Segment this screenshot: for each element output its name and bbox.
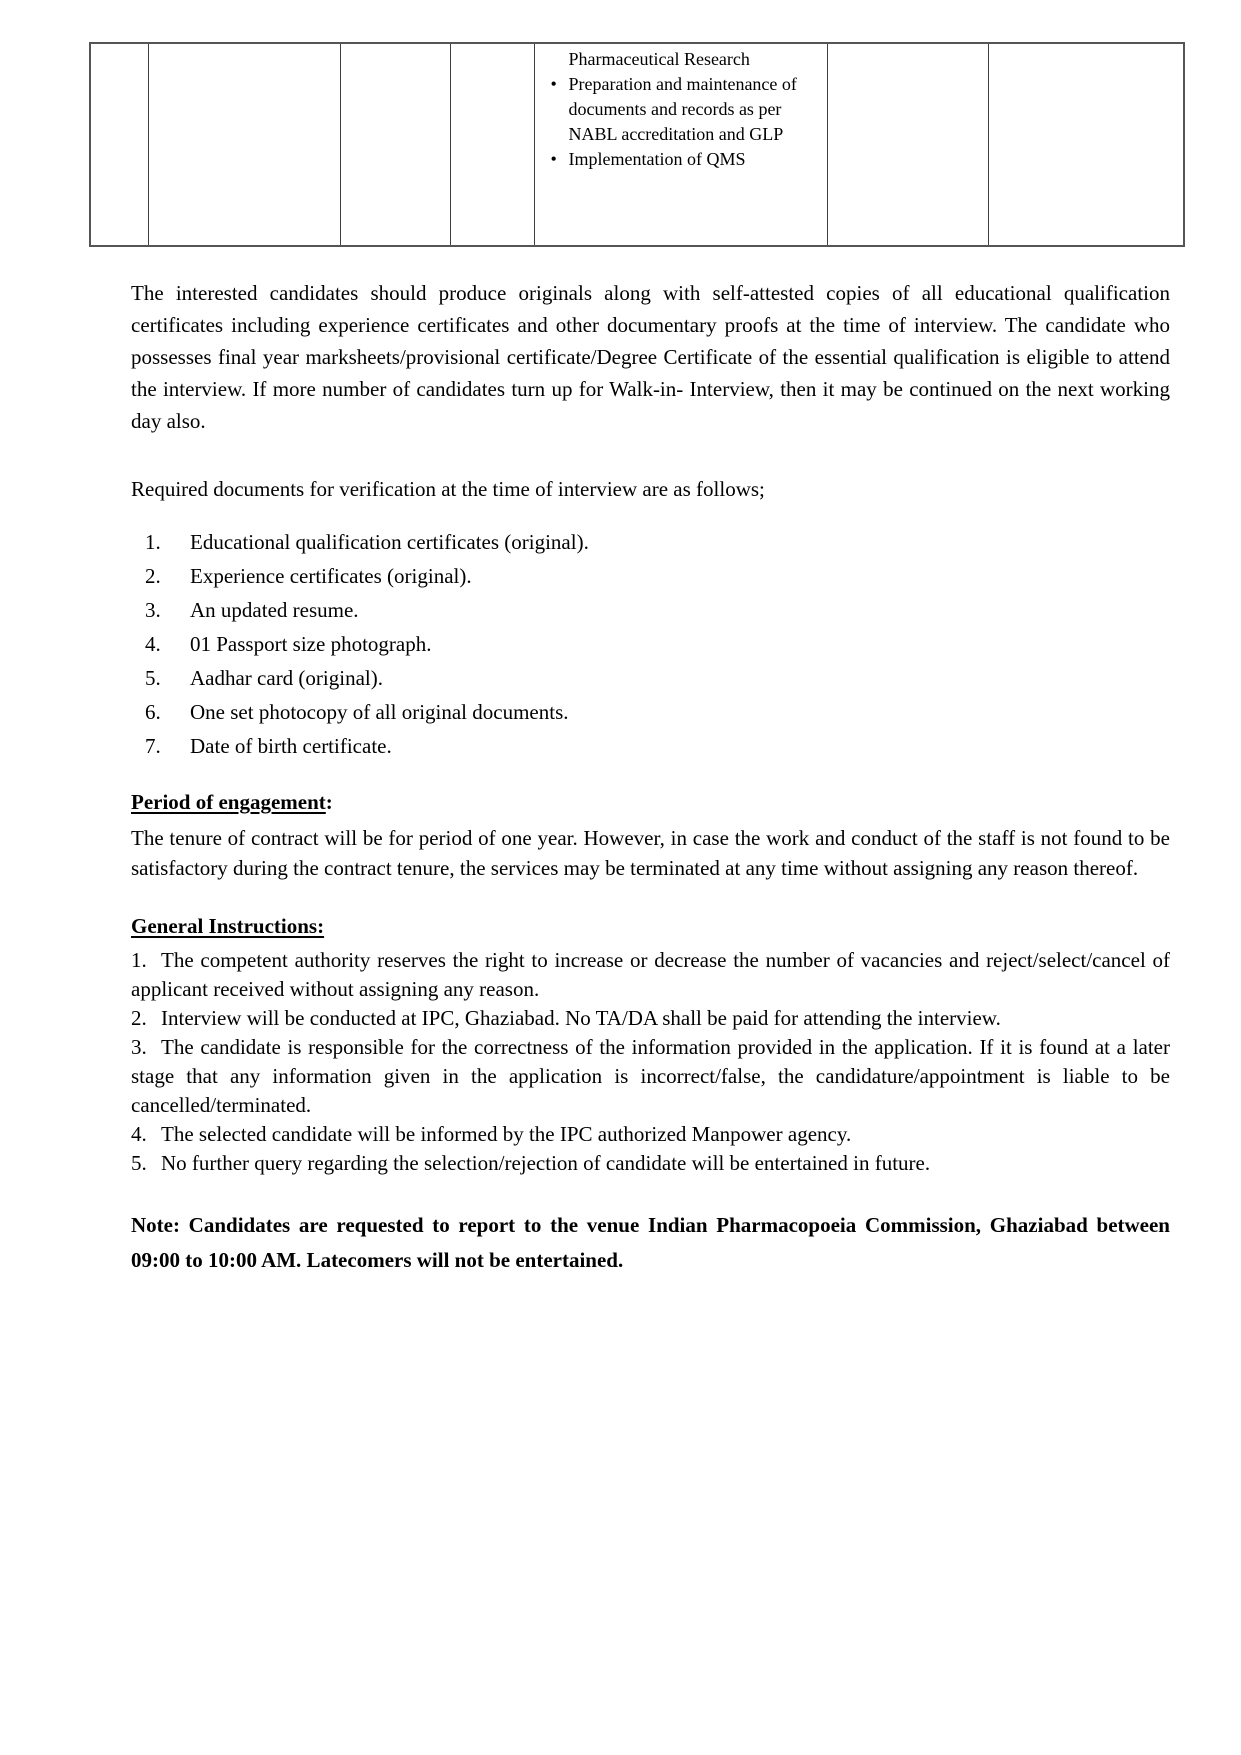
list-item bbox=[131, 661, 1170, 695]
period-heading-colon: : bbox=[325, 790, 333, 814]
intro-paragraph: The interested candidates should produce originals along with self-attested copies of all educational qualification certificates including experience certificates and other documentary proofs at the time of interview. The candidate who possesses final year marksheets/provisional certificate/Degree Certificate of the essential qualification is eligible to attend the interview. If more number of candidates turn up for Walk-in- Interview, then it may be continued on the next working day also. bbox=[131, 281, 1170, 433]
tenure-paragraph: The tenure of contract will be for period of one year. However, in case the work and conduct of the staff is not found to be satisfactory during the contract tenure, the services may be terminated at any time without assigning any reason thereof. bbox=[131, 826, 1170, 880]
list-item-number: 6. bbox=[145, 700, 161, 724]
instruction-item bbox=[131, 946, 1170, 1004]
instruction-text: The candidate is responsible for the correctness of the information provided in the application. If it is found at a later stage that any information given in the application is incorrect/false, the candidature/appointment is liable to be cancelled/terminated. bbox=[131, 1035, 1170, 1117]
list-item-text: Aadhar card (original). bbox=[190, 666, 383, 690]
table-cell-age bbox=[450, 43, 534, 246]
list-item-text: Date of birth certificate. bbox=[190, 734, 392, 758]
list-item-number: 1. bbox=[145, 530, 161, 554]
instruction-item bbox=[131, 1120, 1170, 1149]
instruction-number: 2. bbox=[131, 1006, 147, 1030]
instruction-number: 5. bbox=[131, 1151, 147, 1175]
list-item bbox=[131, 525, 1170, 559]
table-cell-post bbox=[148, 43, 340, 246]
table-row bbox=[90, 43, 1184, 246]
table-cell-vacancy bbox=[340, 43, 450, 246]
instruction-item bbox=[131, 1149, 1170, 1178]
general-instructions-list bbox=[131, 946, 1170, 1178]
duties-table bbox=[89, 42, 1185, 247]
general-instructions-heading bbox=[131, 911, 1170, 941]
table-cell-salary bbox=[827, 43, 988, 246]
document-body bbox=[131, 277, 1170, 1278]
period-heading-text: Period of engagement bbox=[131, 790, 326, 814]
list-item bbox=[131, 729, 1170, 763]
list-item bbox=[131, 627, 1170, 661]
instruction-text: No further query regarding the selection/rejection of candidate will be entertained in future. bbox=[161, 1151, 931, 1175]
list-item-text: One set photocopy of all original documents. bbox=[190, 700, 569, 724]
bullet-icon: • bbox=[550, 74, 557, 94]
list-item-number: 5. bbox=[145, 666, 161, 690]
instruction-text: The competent authority reserves the right to increase or decrease the number of vacancies and reject/select/cancel of applicant received without assigning any reason. bbox=[131, 948, 1170, 1001]
table-cell-serial bbox=[90, 43, 148, 246]
period-of-engagement-heading bbox=[131, 787, 1170, 817]
instruction-text: Interview will be conducted at IPC, Ghaziabad. No TA/DA shall be paid for attending the interview. bbox=[161, 1006, 1001, 1030]
list-item-text: Experience certificates (original). bbox=[190, 564, 472, 588]
list-item-number: 3. bbox=[145, 598, 161, 622]
required-docs-list bbox=[131, 525, 1170, 763]
bullet-item-text: Preparation and maintenance of documents and records as per NABL accreditation and GLP bbox=[568, 74, 797, 144]
list-item-number: 7. bbox=[145, 734, 161, 758]
general-instructions-heading-text: General Instructions: bbox=[131, 914, 325, 938]
bullet-item bbox=[551, 72, 821, 147]
list-item bbox=[131, 593, 1170, 627]
note-paragraph: Note: Candidates are requested to report to the venue Indian Pharmacopoeia Commission, Ghaziabad between 09:00 to 10:00 AM. Latecomers will not be entertained. bbox=[131, 1213, 1170, 1272]
list-item-text: 01 Passport size photograph. bbox=[190, 632, 432, 656]
list-item-number: 2. bbox=[145, 564, 161, 588]
list-item bbox=[131, 559, 1170, 593]
list-item bbox=[131, 695, 1170, 729]
table-cell-qualification bbox=[988, 43, 1184, 246]
required-docs-line: Required documents for verification at the time of interview are as follows; bbox=[131, 477, 765, 501]
instruction-text: The selected candidate will be informed by the IPC authorized Manpower agency. bbox=[161, 1122, 852, 1146]
instruction-item bbox=[131, 1004, 1170, 1033]
duties-continuation-line: Pharmaceutical Research bbox=[568, 49, 750, 69]
bullet-icon: • bbox=[550, 149, 557, 169]
instruction-number: 4. bbox=[131, 1122, 147, 1146]
list-item-text: An updated resume. bbox=[190, 598, 359, 622]
list-item-number: 4. bbox=[145, 632, 161, 656]
table-wrapper bbox=[89, 0, 1183, 247]
duties-cell-content bbox=[535, 44, 827, 172]
instruction-item bbox=[131, 1033, 1170, 1120]
bullet-item bbox=[551, 147, 821, 172]
list-item-text: Educational qualification certificates (original). bbox=[190, 530, 589, 554]
instruction-number: 3. bbox=[131, 1035, 147, 1059]
bullet-item-text: Implementation of QMS bbox=[568, 149, 746, 169]
table-cell-duties bbox=[534, 43, 827, 246]
instruction-number: 1. bbox=[131, 948, 147, 972]
